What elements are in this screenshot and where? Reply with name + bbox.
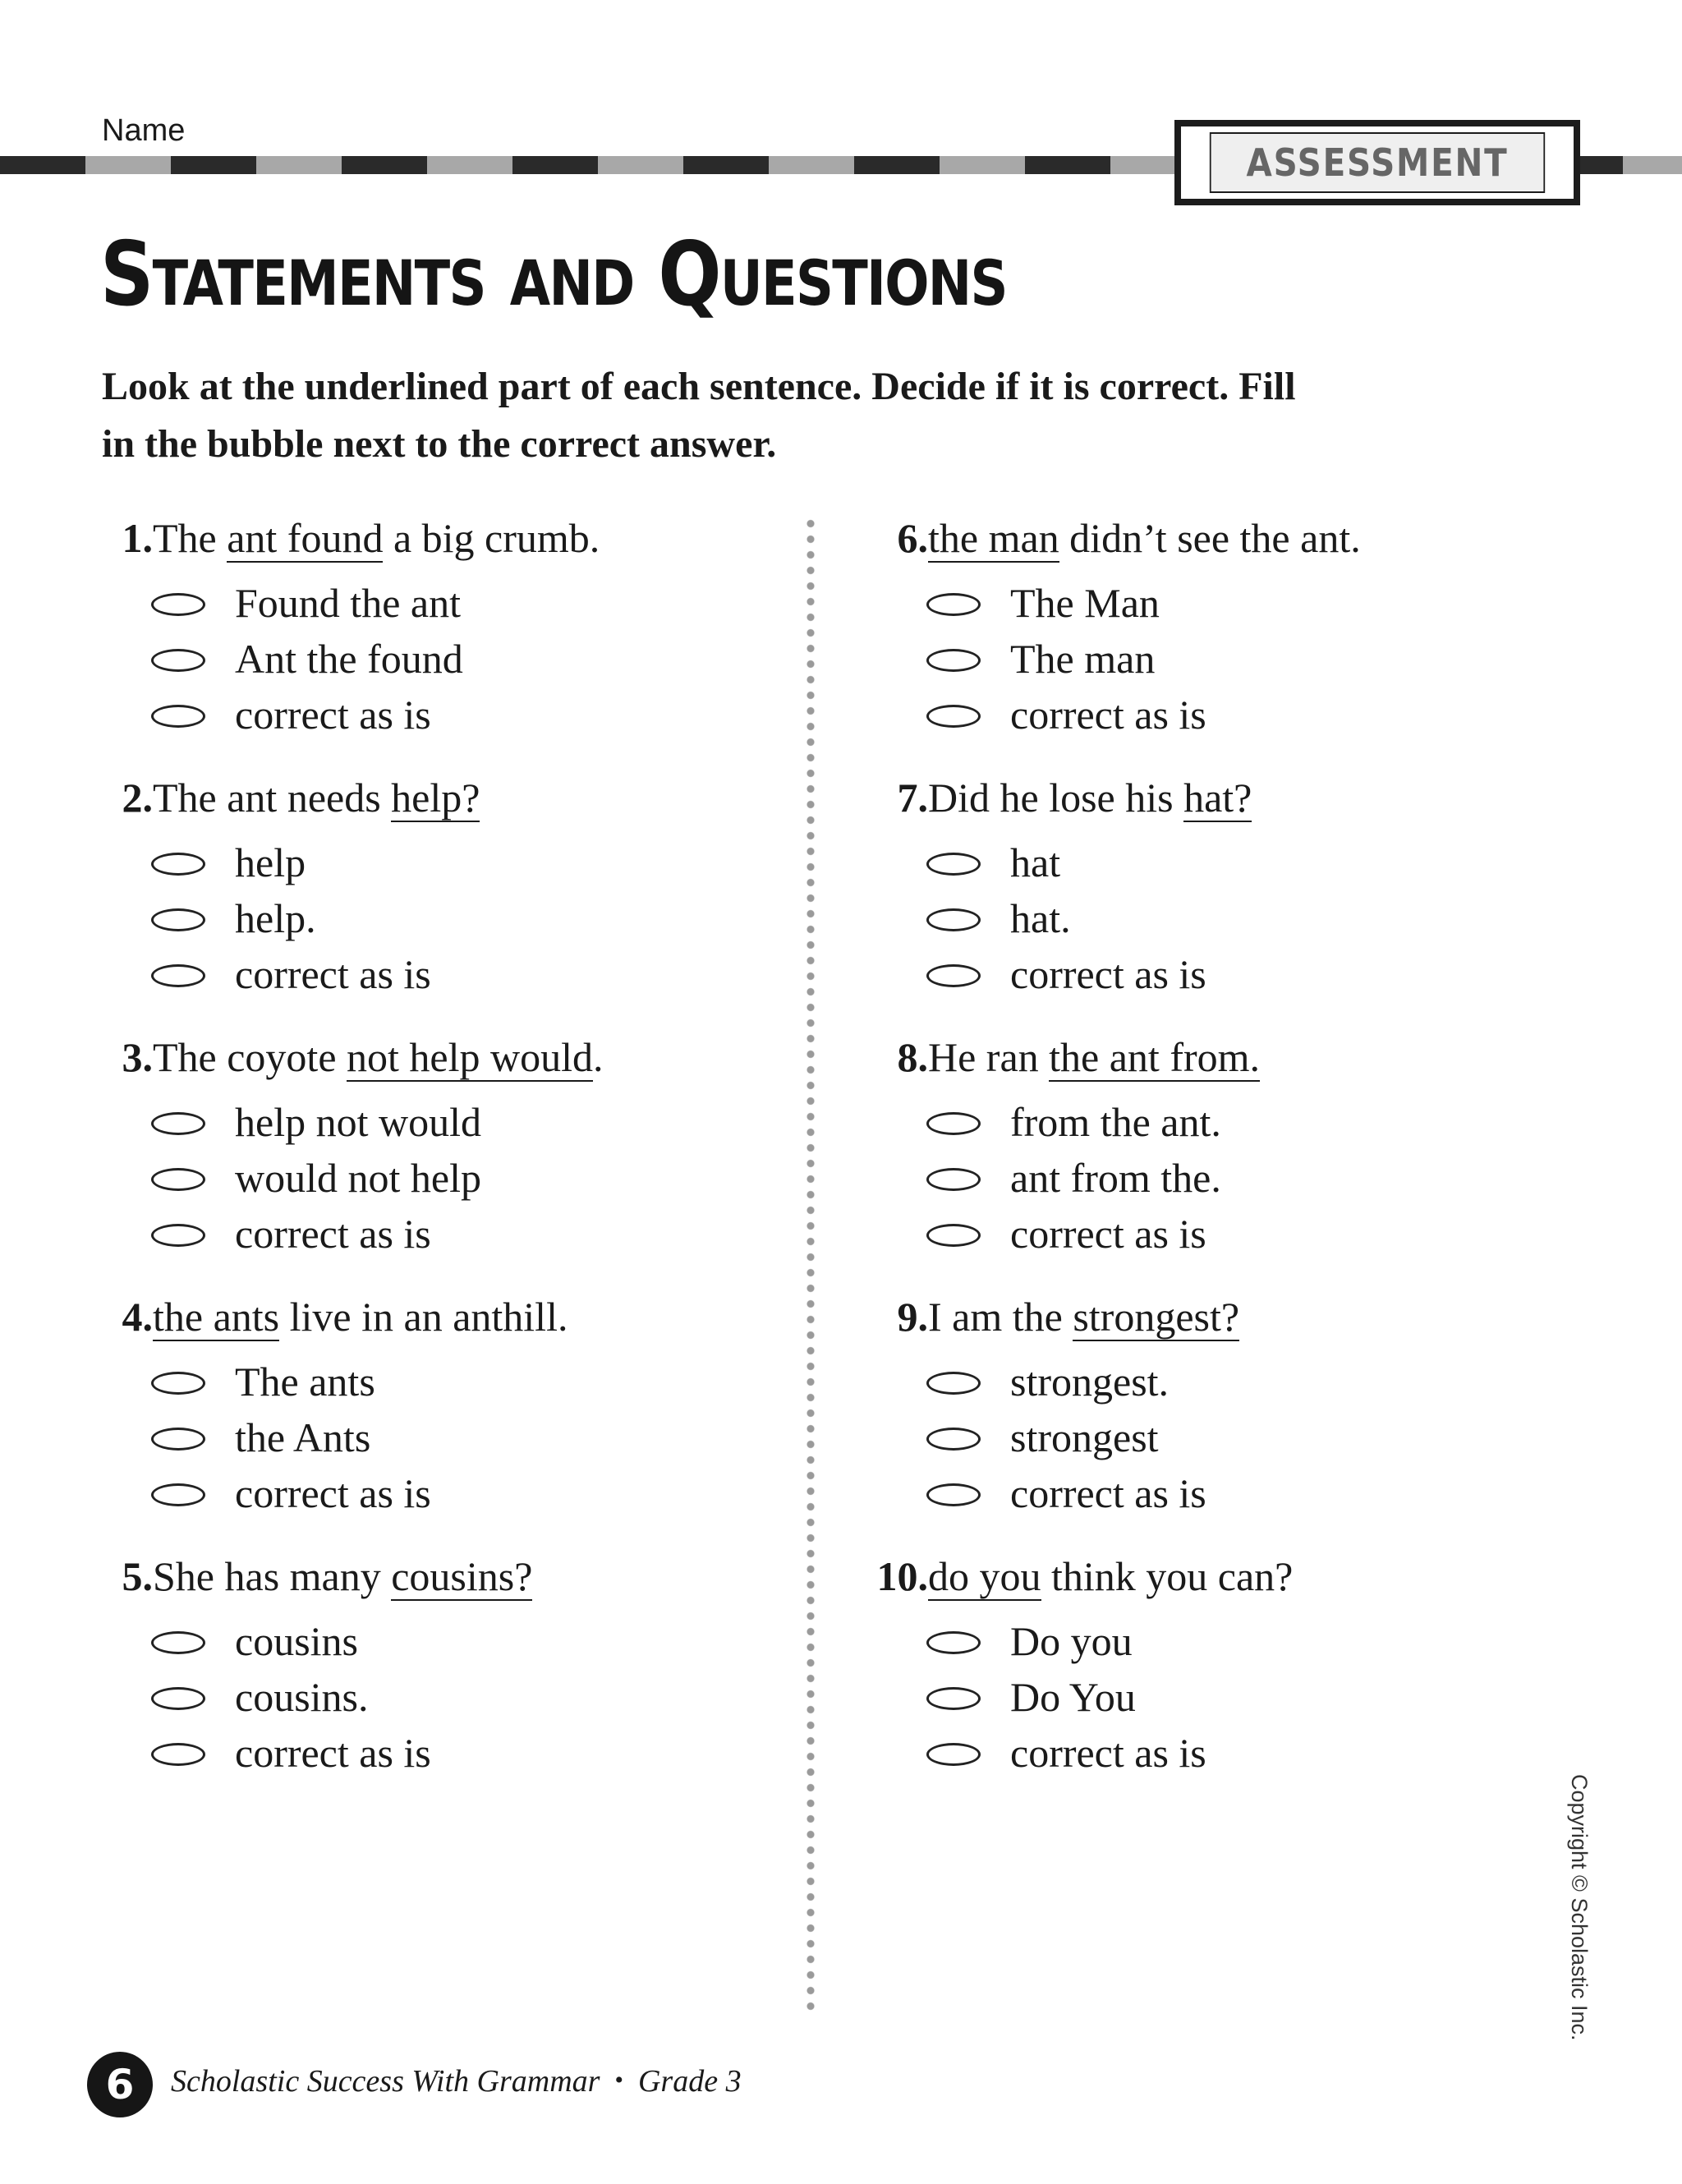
assessment-label: ASSESSMENT (1210, 132, 1545, 193)
answer-bubble[interactable] (151, 1224, 205, 1247)
question-9 (875, 1290, 1615, 1521)
underlined-part: not help would (347, 1034, 593, 1080)
option-label: The ants (235, 1359, 375, 1405)
answer-option[interactable] (100, 1206, 839, 1262)
answer-option[interactable] (100, 1725, 839, 1781)
answer-option[interactable] (875, 1354, 1615, 1409)
answer-bubble[interactable] (926, 705, 981, 728)
answer-bubble[interactable] (926, 1687, 981, 1710)
question-number: 10. (876, 1553, 928, 1599)
answer-bubble[interactable] (926, 1483, 981, 1506)
answer-option[interactable] (875, 687, 1615, 743)
question-4 (100, 1290, 839, 1521)
answer-option[interactable] (100, 575, 839, 631)
answer-option[interactable] (875, 946, 1615, 1002)
answer-option[interactable] (875, 1409, 1615, 1465)
page-title: Statements and Questions (100, 223, 1007, 326)
underlined-part: cousins? (391, 1553, 533, 1599)
underlined-part: help? (391, 775, 480, 821)
question-10 (875, 1549, 1615, 1781)
option-label: hat (1010, 839, 1061, 885)
option-label: correct as is (1010, 1730, 1206, 1776)
answer-bubble[interactable] (151, 649, 205, 672)
answer-bubble[interactable] (151, 1112, 205, 1135)
answer-option[interactable] (875, 1725, 1615, 1781)
underlined-part: ant found (227, 515, 384, 561)
question-6 (875, 511, 1615, 743)
question-sentence: She has many cousins? (153, 1553, 533, 1599)
question-3 (100, 1030, 839, 1262)
option-label: ant from the. (1010, 1155, 1221, 1201)
option-label: correct as is (235, 1211, 431, 1257)
answer-bubble[interactable] (151, 705, 205, 728)
answer-bubble[interactable] (926, 1112, 981, 1135)
question-number: 3. (122, 1034, 153, 1080)
answer-bubble[interactable] (926, 649, 981, 672)
option-label: correct as is (235, 951, 431, 997)
question-sentence: The coyote not help would. (153, 1034, 604, 1080)
name-label: Name (102, 113, 186, 148)
answer-bubble[interactable] (926, 593, 981, 616)
underlined-part: strongest? (1073, 1294, 1240, 1340)
question-sentence: Did he lose his hat? (928, 775, 1252, 821)
answer-option[interactable] (100, 1465, 839, 1521)
assessment-badge (1174, 120, 1580, 205)
footer-text (171, 2063, 742, 2099)
question-8 (875, 1030, 1615, 1262)
question-number: 8. (897, 1034, 928, 1080)
question-1 (100, 511, 839, 743)
answer-bubble[interactable] (151, 1687, 205, 1710)
question-number: 1. (122, 515, 153, 561)
footer-separator: • (614, 2067, 623, 2094)
question-sentence: the ants live in an anthill. (153, 1294, 568, 1340)
answer-bubble[interactable] (151, 1631, 205, 1654)
answer-option[interactable] (875, 575, 1615, 631)
option-label: cousins. (235, 1674, 369, 1720)
option-label: from the ant. (1010, 1099, 1221, 1145)
answer-bubble[interactable] (151, 1168, 205, 1191)
page-number-badge (87, 2052, 153, 2117)
question-sentence: the man didn’t see the ant. (928, 515, 1361, 561)
answer-bubble[interactable] (926, 908, 981, 931)
answer-bubble[interactable] (926, 1428, 981, 1451)
answer-option[interactable] (875, 1465, 1615, 1521)
answer-option[interactable] (100, 946, 839, 1002)
answer-option[interactable] (875, 1150, 1615, 1206)
question-number: 9. (897, 1294, 928, 1340)
answer-option[interactable] (100, 1094, 839, 1150)
option-label: correct as is (235, 692, 431, 738)
option-label: correct as is (1010, 1211, 1206, 1257)
question-number: 7. (897, 775, 928, 821)
option-label: Do You (1010, 1674, 1136, 1720)
answer-bubble[interactable] (926, 1743, 981, 1766)
answer-option[interactable] (100, 1613, 839, 1669)
question-2 (100, 770, 839, 1002)
question-sentence: do you think you can? (928, 1553, 1294, 1599)
underlined-part: the ant from. (1049, 1034, 1261, 1080)
underlined-part: the man (928, 515, 1059, 561)
option-label: The man (1010, 636, 1156, 682)
answer-bubble[interactable] (151, 1372, 205, 1395)
question-number: 4. (122, 1294, 153, 1340)
answer-bubble[interactable] (151, 1483, 205, 1506)
underlined-part: the ants (153, 1294, 280, 1340)
answer-bubble[interactable] (926, 1224, 981, 1247)
answer-option[interactable] (875, 835, 1615, 890)
question-5 (100, 1549, 839, 1781)
answer-option[interactable] (100, 890, 839, 946)
answer-option[interactable] (100, 1669, 839, 1725)
answer-bubble[interactable] (151, 593, 205, 616)
option-label: correct as is (235, 1730, 431, 1776)
option-label: Ant the found (235, 636, 463, 682)
option-label: cousins (235, 1618, 358, 1664)
question-sentence: He ran the ant from. (928, 1034, 1261, 1080)
underlined-part: hat? (1183, 775, 1252, 821)
option-label: help. (235, 895, 316, 941)
answer-bubble[interactable] (151, 853, 205, 876)
answer-bubble[interactable] (151, 964, 205, 987)
option-label: strongest (1010, 1414, 1159, 1460)
question-sentence: The ant needs help? (153, 775, 480, 821)
answer-option[interactable] (100, 631, 839, 687)
answer-option[interactable] (875, 631, 1615, 687)
option-label: correct as is (1010, 951, 1206, 997)
answer-option[interactable] (100, 1354, 839, 1409)
book-title: Scholastic Success With Grammar (171, 2064, 600, 2099)
option-label: correct as is (1010, 1470, 1206, 1516)
question-sentence: I am the strongest? (928, 1294, 1240, 1340)
question-number: 5. (122, 1553, 153, 1599)
question-number: 2. (122, 775, 153, 821)
answer-bubble[interactable] (926, 1168, 981, 1191)
answer-bubble[interactable] (926, 1372, 981, 1395)
option-label: correct as is (1010, 692, 1206, 738)
answer-option[interactable] (100, 1150, 839, 1206)
answer-option[interactable] (875, 890, 1615, 946)
option-label: correct as is (235, 1470, 431, 1516)
answer-bubble[interactable] (926, 1631, 981, 1654)
question-7 (875, 770, 1615, 1002)
page-number: 6 (105, 2061, 135, 2108)
instructions: Look at the underlined part of each sentence. Decide if it is correct. Fill in the bubble next to the correct answer. (102, 365, 1296, 466)
answer-option[interactable] (100, 687, 839, 743)
underlined-part: do you (928, 1553, 1041, 1599)
option-label: The Man (1010, 580, 1160, 626)
answer-option[interactable] (100, 1409, 839, 1465)
answer-bubble[interactable] (151, 1428, 205, 1451)
question-number: 6. (897, 515, 928, 561)
option-label: help not would (235, 1099, 481, 1145)
answer-option[interactable] (875, 1613, 1615, 1669)
answer-option[interactable] (100, 835, 839, 890)
copyright-notice: Copyright © Scholastic Inc. (1567, 1774, 1592, 2041)
answer-option[interactable] (875, 1669, 1615, 1725)
answer-option[interactable] (875, 1206, 1615, 1262)
answer-option[interactable] (875, 1094, 1615, 1150)
option-label: help (235, 839, 306, 885)
answer-bubble[interactable] (926, 853, 981, 876)
option-label: would not help (235, 1155, 481, 1201)
option-label: strongest. (1010, 1359, 1170, 1405)
answer-bubble[interactable] (151, 1743, 205, 1766)
option-label: the Ants (235, 1414, 371, 1460)
option-label: hat. (1010, 895, 1071, 941)
answer-bubble[interactable] (151, 908, 205, 931)
question-sentence: The ant found a big crumb. (153, 515, 600, 561)
answer-bubble[interactable] (926, 964, 981, 987)
option-label: Do you (1010, 1618, 1133, 1664)
option-label: Found the ant (235, 580, 461, 626)
grade-label: Grade 3 (637, 2064, 742, 2099)
